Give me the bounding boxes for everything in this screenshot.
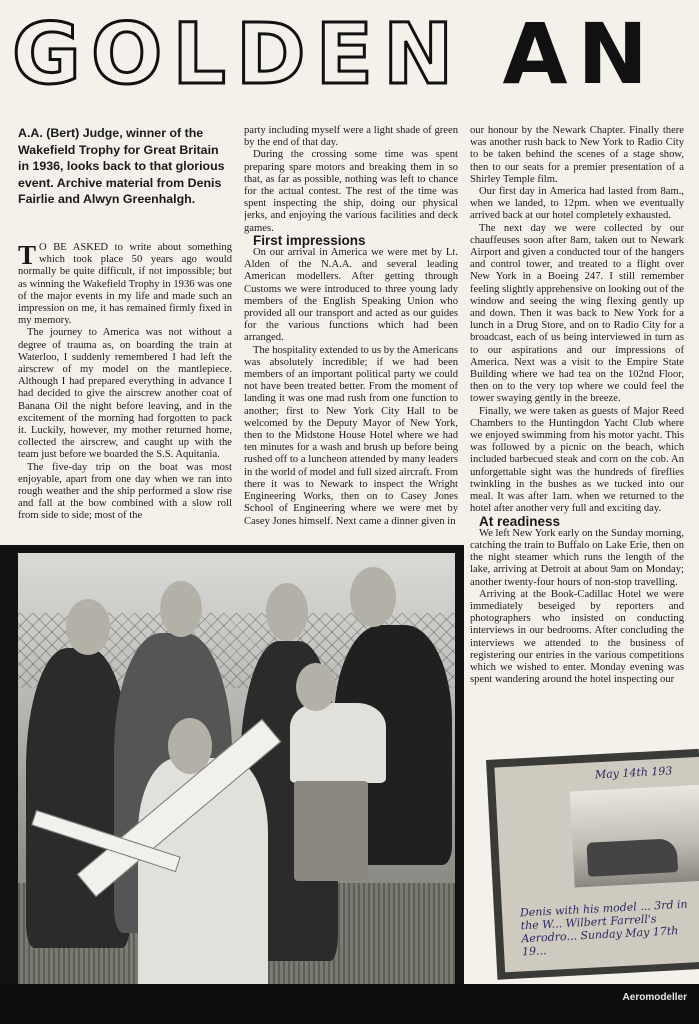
inset-photo-page — [486, 749, 699, 980]
handwritten-date: May 14th 193 — [594, 764, 673, 782]
column-2 — [244, 125, 458, 545]
headline-part-2: AN — [502, 5, 658, 103]
team-photo — [18, 553, 455, 1006]
paragraph: party including myself were a light shade of green by the end of that day. — [244, 125, 458, 149]
person-head — [66, 599, 110, 655]
paragraph: We left New York early on the Sunday morning, catching the train to Buffalo on Lake Erie, then on the night steamer which runs the length of the lake, arriving at Detroit at about 9am on Monday; another twenty-four hours of non-stop travelling. — [470, 527, 684, 588]
person-head — [160, 581, 202, 637]
paragraph: our honour by the Newark Chapter. Finally there was another rush back to New York to Radio City to be taken behind the scenes of a stage show, then to our seats for a premier presentation of a Shirley Temple film. — [470, 125, 684, 185]
person-head — [266, 583, 308, 641]
headline-part-1: GOLDEN — [12, 5, 464, 103]
paragraph: Our first day in America had lasted from 8am., when we landed, to 12pm. when we eventually arrived back at our hotel completely exhausted. — [470, 186, 684, 222]
column-3 — [470, 125, 684, 745]
paragraph: Finally, we were taken as guests of Major Reed Chambers to the Huntingdon Yacht Club where we enjoyed swimming from his motor yacht. This was followed by a picnic on the beach, which included barbecued steak and corn on the cob. An unforgettable sight was the hundreds of fireflies twinkling in the bushes as we tucked into our meal. It was after 1am. when we returned to the hotel after another very full and exciting day. — [470, 405, 684, 515]
subheading-at-readiness: At readiness — [479, 513, 561, 529]
subheading-first-impressions: First impressions — [253, 232, 366, 248]
person-head — [350, 567, 396, 627]
boy-shirt — [290, 703, 386, 783]
drop-cap: T — [18, 239, 37, 270]
footer-bar — [0, 984, 699, 1024]
boy-shorts — [294, 781, 368, 881]
car-shape — [586, 838, 678, 877]
paragraph: The next day we were collected by our chauffeuses soon after 8am, taken out to Newark Airport and given a conducted tour of the hangers and control tower, and treated to a flight over New York in a Boeing 247. I still remember feeling slightly apprehensive on looking out of the window and seeing the wing flexing gently up and down. Then it was back to New York for a lunch in a Drug Store, and on to Radio City for a broadcast, each of us being interviewed in turn as to our aspirations and our impressions of America. Next was a visit to the Empire State Building where we had tea on the 102nd Floor, then on to the very top where we could feel the tower swaying gently in the breeze. — [470, 222, 684, 405]
paragraph: On our arrival in America we were met by Lt. Alden of the N.A.A. and several leading American modellers. After getting through Customs we were introduced to three young lady members of the English Speaking Union who provided all our transport and acted as our guides for the various functions which had been arranged. — [244, 247, 458, 344]
paragraph: The journey to America was not without a degree of trauma as, on boarding the train at Waterloo, I suddenly remembered I had left the airscrew of my model on the mantlepiece. Although I had prepared everything in advance I had decided to give the airscrew another coat of Banana Oil the night before leaving, and in the excitement of the morning had forgotten to pack it. Luckily, however, my mother returned home, collected the airscrew, and caught up with the team just before we boarded the S.S. Aquitania. — [18, 327, 232, 461]
column-1 — [18, 125, 232, 545]
headline — [12, 4, 699, 104]
boy-head — [296, 663, 336, 711]
paragraph: The five-day trip on the boat was most enjoyable, apart from one day when we ran into rough weather and the ship performed a slow rise and fall at the bow combined with a slow roll from side to side; most of the — [18, 461, 232, 522]
handwritten-note: Denis with his model ... 3rd in the W... Wilbert Farrell's Aerodro... Sunday May 17th 19... — [519, 897, 688, 959]
paragraph — [18, 239, 232, 327]
magazine-brand: Aeromodeller — [622, 992, 687, 1003]
inset-photo — [570, 785, 699, 888]
paragraph-text: O BE ASKED to write about something which took place 50 years ago would normally be quite difficult, if not impossible; but as winning the Wakefield Trophy in 1936 was one of the major events in my life and made such an impression on me, it has remained firmly fixed in my memory. — [18, 241, 232, 327]
standfirst: A.A. (Bert) Judge, winner of the Wakefield Trophy for Great Britain in 1936, looks back to that glorious event. Archive material from Denis Fairlie and Alwyn Greenhalgh. — [18, 126, 225, 207]
paragraph: Arriving at the Book-Cadillac Hotel we were immediately beseiged by reporters and photographers who insisted on conducting interviews in our bedrooms. After concluding the interviews we attended to the business of registering our entries in the various competitions which we wished to enter. Monday evening was spent wandering around the hotel inspecting our — [470, 588, 684, 686]
album-page — [494, 757, 699, 972]
paragraph: The hospitality extended to us by the Americans was absolutely incredible; if we had been members of an important political party we could not have been treated better. From the moment of landing it was one mad rush from one function to another; first to New York City Hall to be welcomed by the Deputy Mayor of New York, then to the Midstone House Hotel where we had ten minutes for a wash and brush up before being rushed off to a luncheon attended by many leaders in the world of model and full sized aircraft. From there it was to Newark to inspect the Wright Engineering Works, then on to Casey Jones School of Engineering where we were met by Casey Jones himself. Next came a dinner given in — [244, 344, 458, 527]
paragraph: During the crossing some time was spent preparing spare motors and breaking them in so that, as far as possible, nothing was left to chance for the actual contest. The rest of the time was spent inspecting the ship, doing our physical jerks, and enjoying the various facilities and deck games. — [244, 149, 458, 234]
